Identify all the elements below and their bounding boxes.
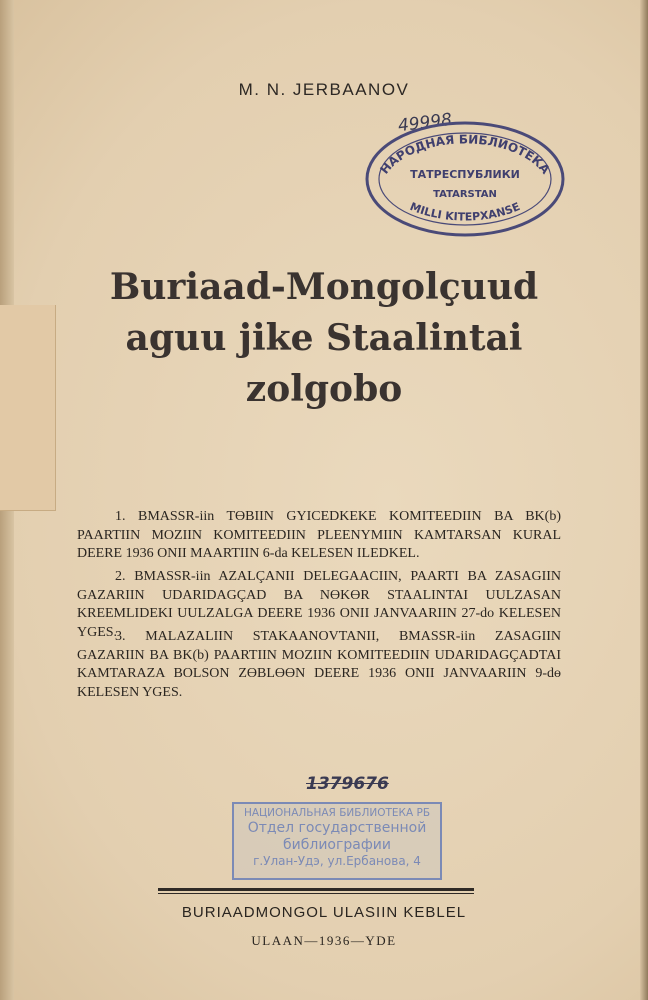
- stamp-rect-line: НАЦИОНАЛЬНАЯ БИБЛИОТЕКА РБ: [243, 807, 431, 819]
- contents-item: [77, 508, 561, 564]
- stamp-rect-line: Отдел государственной: [247, 820, 427, 836]
- publisher-name: BURIAADMONGOL ULASIIN KEBLEL: [181, 904, 467, 921]
- contents-item-text: 2. BMASSR-iin AZALÇANII DELEGAACIIN, PAARTI BA ZASAGIIN GAZARIIN UDARIDAGÇAD BA NƟKƟR STAALINTAI UULZASAN KREEMLIDEKI UULZALGA DEERE 1936 ONII JANVAARIIN 27-do KELESEN YGES.: [77, 569, 561, 640]
- page-edge-right: [640, 0, 648, 1000]
- stamp-oval-middle-text: ТАТРЕСПУБЛИКИ: [410, 168, 520, 181]
- stamp-rect-line: г.Улан-Удэ, ул.Ербанова, 4: [253, 854, 421, 868]
- handwritten-inventory-number: 49998: [396, 109, 454, 137]
- title-line: zolgobo: [245, 368, 403, 410]
- book-title: [0, 262, 648, 415]
- stamp-oval-top-text: НАРОДНАЯ БИБЛИОТЕКА: [377, 132, 553, 177]
- divider-rule: [158, 888, 474, 891]
- contents-item-text: 3. MALAZALIIN STAKAANOVTANII, BMASSR-iin ZASAGIIN GAZARIIN BA BK(b) PAARTIIN MOZIIN KOMITEEDIIN UDARIDAGÇADTAI KAMTARAZA BOLSON ZƟBLƟƟN DEERE 1936 ONII JANVAARIIN 9-dɵ KELESEN YGES.: [77, 629, 561, 700]
- handwritten-accession-number: 1379676: [306, 774, 389, 794]
- divider-rule: [158, 893, 474, 894]
- library-stamp-rect: [232, 802, 442, 880]
- contents-item-text: 1. BMASSR-iin TƟBIIN GYICEDKEKE KOMITEEDIIN BA BK(b) PAARTIIN MOZIIN KOMITEEDIIN PLEENYMIIN KAMTARSAN KURAL DEERE 1936 ONII MAARTIIN 6-da KELESEN ILEDKEL.: [77, 509, 561, 561]
- library-stamp-oval: [362, 118, 568, 240]
- imprint-line: ULAAN—1936—YDE: [251, 933, 397, 948]
- stamp-oval-bottom-text: MILLI KITEPXANSE: [408, 200, 522, 224]
- title-line: Buriaad-Mongolçuud: [109, 266, 539, 308]
- title-line: aguu jike Staalintai: [125, 317, 523, 359]
- contents-item: [77, 628, 561, 702]
- stamp-oval-center-text: TATARSTAN: [433, 189, 497, 200]
- stamp-rect-line: библиографии: [283, 837, 391, 853]
- author-name: M. N. JERBAANOV: [238, 80, 410, 99]
